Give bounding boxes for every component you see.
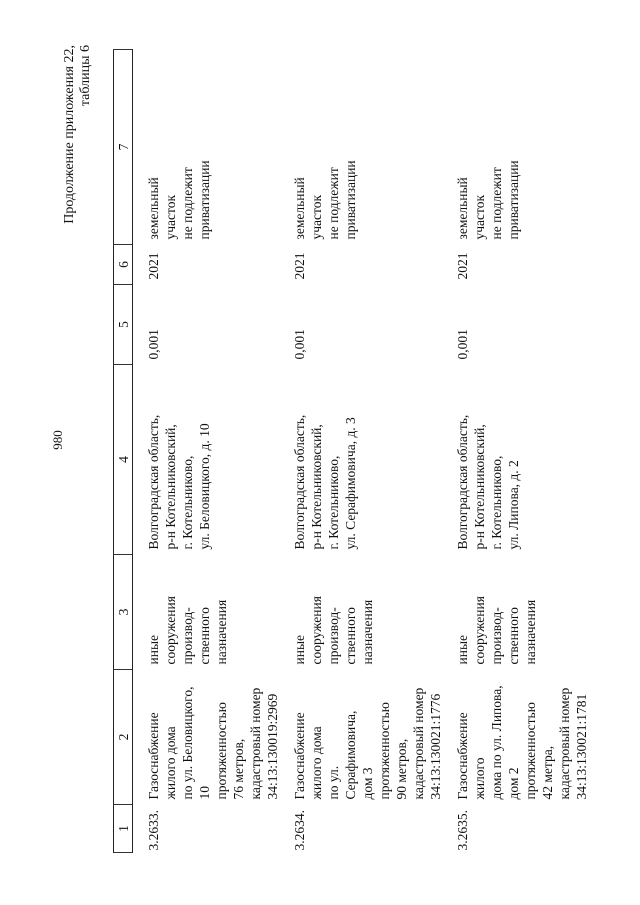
category-line: сооружения: [472, 596, 487, 665]
category-line: иные: [292, 634, 307, 665]
object-name: [285, 670, 448, 805]
address-line: г. Котельниково,: [180, 455, 195, 550]
object-line: жилого дома: [309, 726, 324, 800]
row-number: 3.2633.: [146, 810, 161, 851]
address-line: ул. Серафимовича, д. 3: [343, 417, 358, 550]
address-line: Волгоградская область,: [146, 414, 161, 550]
table-row: [133, 50, 286, 853]
object-line: дома по ул. Липова, дом 2: [489, 685, 521, 800]
note-line: не подлежит: [180, 167, 195, 240]
note-line: не подлежит: [489, 167, 504, 240]
address-line: р-н Котельниковский,: [472, 424, 487, 550]
object-line: кадастровый номер: [411, 687, 426, 800]
note-line: земельный: [146, 177, 161, 240]
area: 0,001: [146, 329, 161, 360]
category-line: назначения: [523, 599, 538, 665]
col-header-6: 6: [114, 245, 133, 285]
address-line: г. Котельниково,: [326, 455, 341, 550]
category-line: назначения: [360, 599, 375, 665]
object-line: Газоснабжение: [292, 712, 307, 800]
table-row: [285, 50, 448, 853]
category-line: производ-: [489, 607, 504, 665]
category: [285, 555, 448, 670]
object-line: кадастровый номер: [557, 687, 572, 800]
note: [448, 50, 594, 245]
object-line: по ул. Беловицкого, 10: [180, 686, 212, 800]
category-line: иные: [455, 634, 470, 665]
property-table: [113, 49, 594, 853]
address-line: ул. Беловицкого, д. 10: [197, 423, 212, 550]
note-line: земельный: [455, 177, 470, 240]
address-line: р-н Котельниковский,: [309, 424, 324, 550]
category: [133, 555, 286, 670]
object-line: 34:13:130021:1781: [574, 693, 589, 800]
address-line: ул. Липова, д. 2: [506, 460, 521, 550]
note-line: участок: [472, 194, 487, 240]
object-line: кадастровый номер: [248, 687, 263, 800]
header-row: [114, 50, 133, 853]
col-header-4: 4: [114, 365, 133, 555]
year: 2021: [455, 252, 470, 280]
category-line: ственного: [197, 607, 212, 665]
category-line: ственного: [506, 607, 521, 665]
col-header-2: 2: [114, 670, 133, 805]
row-number: 3.2634.: [292, 810, 307, 851]
address: [285, 365, 448, 555]
object-line: Газоснабжение жилого: [455, 712, 487, 800]
object-line: 76 метров,: [231, 738, 246, 800]
note: [133, 50, 286, 245]
category-line: сооружения: [163, 596, 178, 665]
page-number: 980: [50, 430, 65, 450]
address-line: р-н Котельниковский,: [163, 424, 178, 550]
col-header-5: 5: [114, 285, 133, 365]
note-line: приватизации: [197, 160, 212, 240]
category-line: производ-: [180, 607, 195, 665]
note-line: не подлежит: [326, 167, 341, 240]
category-line: производ-: [326, 607, 341, 665]
object-name: [133, 670, 286, 805]
year: 2021: [292, 252, 307, 280]
continuation-line-1: Продолжение приложения 22,: [62, 45, 77, 224]
note-line: участок: [309, 194, 324, 240]
note-line: земельный: [292, 177, 307, 240]
object-line: по ул. Серафимовича,: [326, 710, 358, 800]
area: 0,001: [292, 329, 307, 360]
address-line: г. Котельниково,: [489, 455, 504, 550]
object-line: 34:13:130021:1776: [428, 693, 443, 800]
note-line: участок: [163, 194, 178, 240]
object-line: дом 3 протяженностью: [360, 702, 392, 800]
object-line: жилого дома: [163, 726, 178, 800]
object-line: протяженностью: [214, 702, 229, 800]
continuation-line-2: таблицы 6: [78, 45, 93, 107]
object-line: 34:13:130019:2969: [265, 693, 280, 800]
category: [448, 555, 594, 670]
object-line: 90 метров,: [394, 738, 409, 800]
address-line: Волгоградская область,: [455, 414, 470, 550]
object-line: протяженностью: [523, 702, 538, 800]
area: 0,001: [455, 329, 470, 360]
note: [285, 50, 448, 245]
col-header-3: 3: [114, 555, 133, 670]
object-line: 42 метра,: [540, 745, 555, 800]
category-line: ственного: [343, 607, 358, 665]
row-number: 3.2635.: [455, 810, 470, 851]
col-header-7: 7: [114, 50, 133, 245]
year: 2021: [146, 252, 161, 280]
object-name: [448, 670, 594, 805]
category-line: сооружения: [309, 596, 324, 665]
col-header-1: 1: [114, 805, 133, 853]
table-row: [448, 50, 594, 853]
category-line: иные: [146, 634, 161, 665]
category-line: назначения: [214, 599, 229, 665]
continuation-note: [62, 45, 94, 345]
address: [448, 365, 594, 555]
note-line: приватизации: [343, 160, 358, 240]
address-line: Волгоградская область,: [292, 414, 307, 550]
note-line: приватизации: [506, 160, 521, 240]
address: [133, 365, 286, 555]
object-line: Газоснабжение: [146, 712, 161, 800]
